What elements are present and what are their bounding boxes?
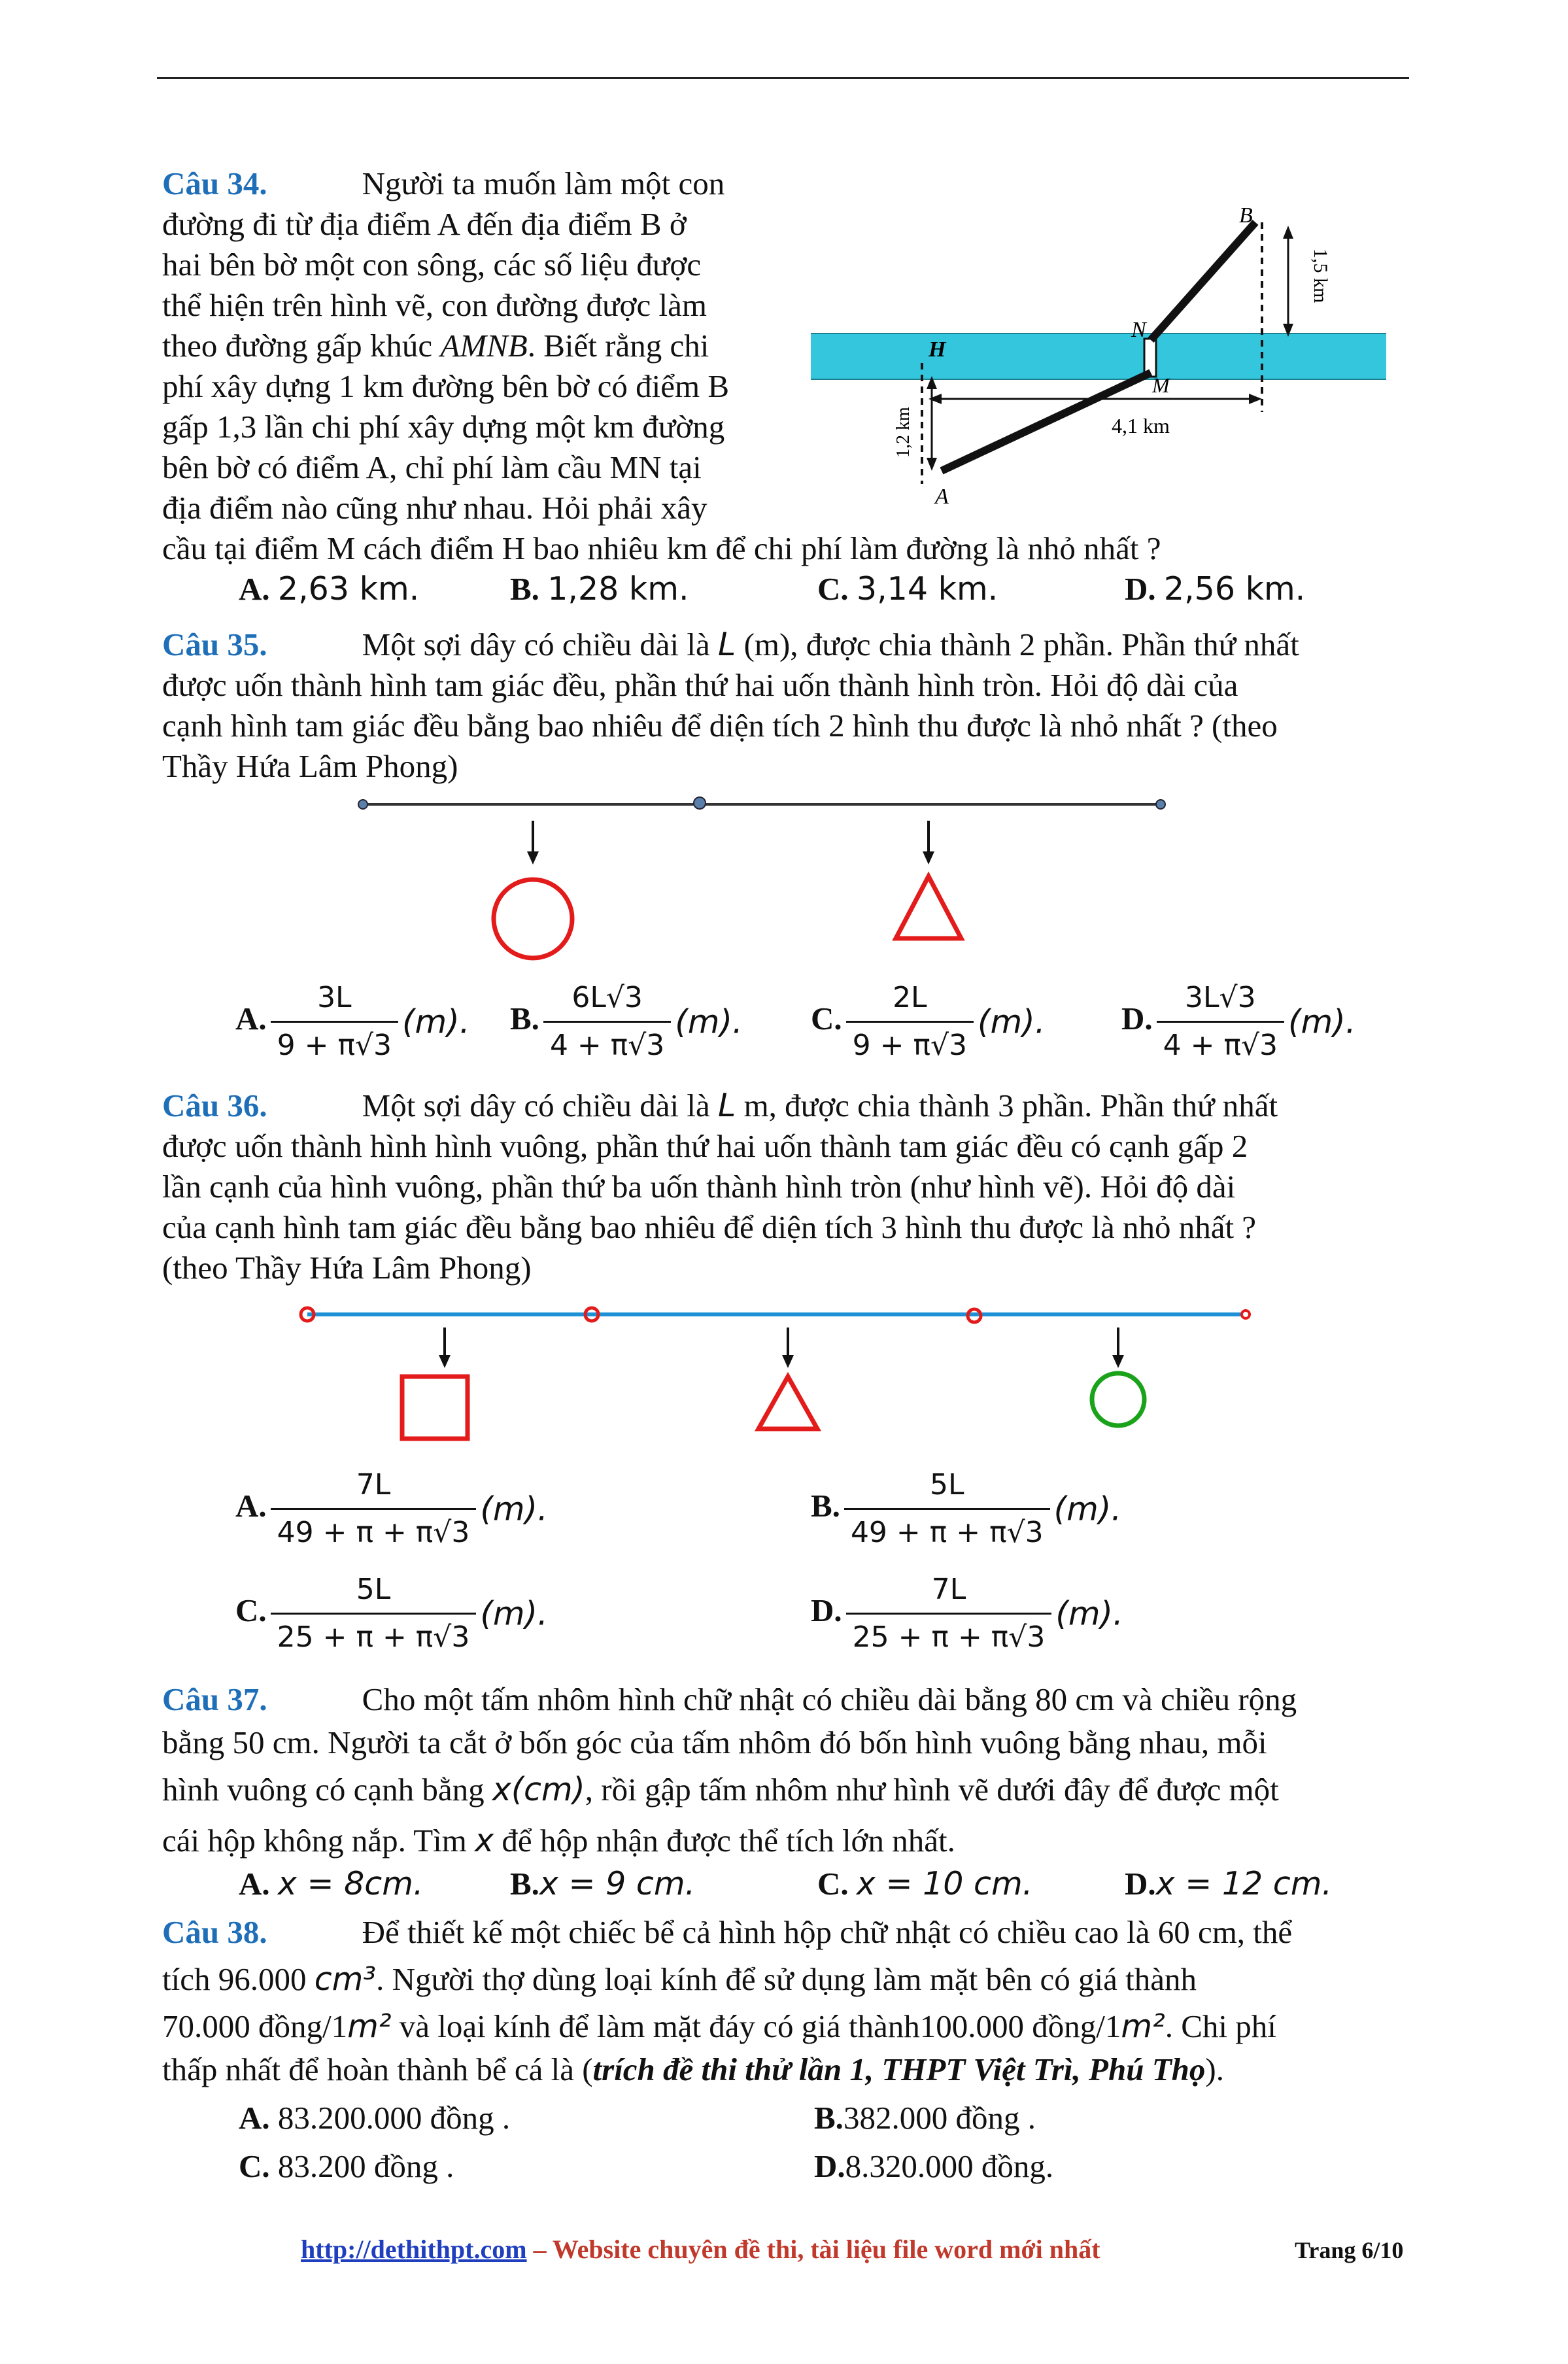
q35-option-b: B. $\frac{6L√3}{4 + \pi√3}$ (m). xyxy=(510,978,743,1066)
q37-option-a: A. x = 8cm. xyxy=(239,1865,424,1902)
footer-link[interactable]: http://dethithpt.com xyxy=(301,2235,527,2264)
q38-option-a: A. 83.200.000 đồng . xyxy=(239,2100,511,2136)
q35-option-a: A. $\frac{3L}{9 + \pi√3}$ (m). xyxy=(235,978,470,1066)
wire-three-parts-figure xyxy=(288,1301,1269,1448)
q37-option-b: B.x = 9 cm. xyxy=(510,1865,696,1902)
triangle-shape-2 xyxy=(758,1377,817,1429)
question-38-label: Câu 38. xyxy=(162,1914,267,1950)
footer: http://dethithpt.com – Website chuyên đề thi, tài liệu file word mới nhất xyxy=(301,2235,1100,2264)
question-34-label: Câu 34. xyxy=(162,165,267,201)
question-35-text: Câu 35. Một sợi dây có chiều dài là L (m), được chia thành 2 phần. Phần thứ nhất được uốn thành hình tam giác đều, phần thứ hai uốn thành hình tròn. Hỏi độ dài của cạnh hình tam giác đều bằng bao nhiêu để diện tích 2 hình thu được là nhỏ nhất ? (theo Thầy Hứa Lâm Phong) xyxy=(162,626,1299,784)
question-34-text: Câu 34. Người ta muốn làm một con đường đi từ địa điểm A đến địa điểm B ở hai bên bờ một con sông, các số liệu được thể hiện trên hình vẽ, con đường được làm theo đường gấp khúc AMNB. Biết rằng chi phí xây dựng 1 km đường bên bờ có điểm B gấp 1,3 lần chi phí xây dựng một km đường bên bờ có điểm A, chỉ phí làm cầu MN tại địa điểm nào cũng như nhau. Hỏi phải xây xyxy=(162,165,730,526)
question-34-text-end: cầu tại điểm M cách điểm H bao nhiêu km để chi phí làm đường là nhỏ nhất ? xyxy=(162,530,1161,566)
question-37-label: Câu 37. xyxy=(162,1681,267,1717)
q38-option-d: D.8.320.000 đồng. xyxy=(814,2148,1054,2184)
label-b: B xyxy=(1239,203,1253,228)
dist-b: 1,5 km xyxy=(1310,248,1331,303)
question-38-text: Câu 38. Để thiết kế một chiếc bể cả hình hộp chữ nhật có chiều cao là 60 cm, thể tích 96.000 cm³. Người thợ dùng loại kính để sử dụng làm mặt bên có giá thành 70.000 đồng/1m² và loại kính để làm mặt đáy có giá thành100.000 đồng/1m². Chi phí thấp nhất để hoàn thành bể cá là (trích đề thi thử lần 1, THPT Việt Trì, Phú Thọ). xyxy=(162,1914,1293,2087)
square-shape xyxy=(402,1377,468,1439)
q36-option-a: A. $\frac{7L}{49 + \pi + \pi√3}$ (m). xyxy=(235,1465,548,1553)
q37-option-d: D.x = 12 cm. xyxy=(1125,1865,1333,1902)
q35-option-d: D. $\frac{3L√3}{4 + \pi√3}$ (m). xyxy=(1121,978,1356,1066)
circle-shape xyxy=(494,880,572,958)
q34-option-c: C. 3,14 km. xyxy=(817,570,998,608)
q38-option-b: B.382.000 đồng . xyxy=(814,2100,1036,2136)
q34-option-a: A. 2,63 km. xyxy=(239,570,420,608)
label-m: M xyxy=(1152,373,1170,397)
q36-option-b: B. $\frac{5L}{49 + \pi + \pi√3}$ (m). xyxy=(811,1465,1121,1553)
q35-option-c: C. $\frac{2L}{9 + \pi√3}$ (m). xyxy=(811,978,1046,1066)
q37-option-c: C. x = 10 cm. xyxy=(817,1865,1033,1902)
question-36-text: Câu 36. Một sợi dây có chiều dài là L m, được chia thành 3 phần. Phần thứ nhất được uốn thành hình hình vuông, phần thứ hai uốn thành tam giác đều có cạnh gấp 2 lần cạnh của hình vuông, phần thứ ba uốn thành hình tròn (như hình vẽ). Hỏi độ dài của cạnh hình tam giác đều bằng bao nhiêu để diện tích 3 hình thu được là nhỏ nhất ? (theo Thầy Hứa Lâm Phong) xyxy=(162,1087,1278,1286)
q36-option-c: C. $\frac{5L}{25 + \pi + \pi√3}$ (m). xyxy=(235,1569,548,1658)
triangle-shape xyxy=(896,876,961,938)
circle-shape-2 xyxy=(1092,1373,1144,1426)
label-n: N xyxy=(1131,318,1146,342)
header-rule xyxy=(157,77,1409,79)
dist-a: 1,2 km xyxy=(893,407,913,458)
label-a: A xyxy=(935,485,949,509)
road-nb xyxy=(1151,222,1255,340)
q38-option-c: C. 83.200 đồng . xyxy=(239,2148,454,2184)
label-h: H xyxy=(929,337,946,362)
wire-two-parts-figure xyxy=(353,791,1177,981)
page-number: Trang 6/10 xyxy=(1295,2237,1404,2263)
dist-hm: 4,1 km xyxy=(1112,414,1170,437)
river-bridge-figure xyxy=(811,196,1399,517)
q34-option-b: B. 1,28 km. xyxy=(510,570,689,608)
q36-option-d: D. $\frac{7L}{25 + \pi + \pi√3}$ (m). xyxy=(811,1569,1123,1658)
q34-option-d: D. 2,56 km. xyxy=(1125,570,1306,608)
question-35-label: Câu 35. xyxy=(162,626,267,662)
question-37-text: Câu 37. Cho một tấm nhôm hình chữ nhật có chiều dài bằng 80 cm và chiều rộng bằng 50 cm. Người ta cắt ở bốn góc của tấm nhôm đó bốn hình vuông bằng nhau, mỗi hình vuông có cạnh bằng x(cm), rồi gập tấm nhôm như hình vẽ dưới đây để được một cái hộp không nắp. Tìm x để hộp nhận được thể tích lớn nhất. xyxy=(162,1681,1297,1859)
river xyxy=(811,334,1386,379)
question-36-label: Câu 36. xyxy=(162,1088,267,1123)
